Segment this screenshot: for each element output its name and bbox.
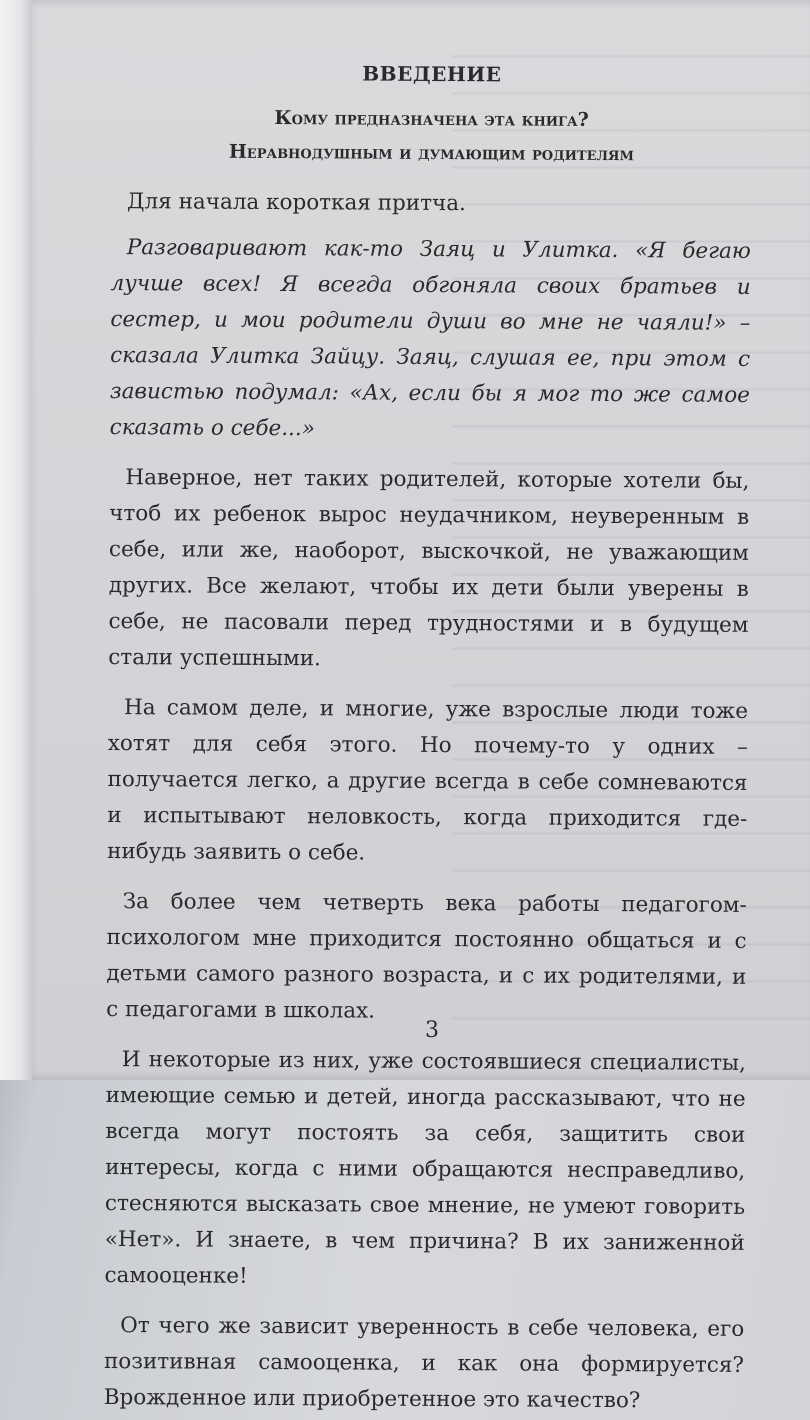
paragraph-experience: За более чем четверть века работы педагогом-психологом мне приходится постоянно общаться и с детьми самого разного возраста, и с их родителями, и с педагогами в школах. — [106, 889, 747, 1024]
left-page-edge — [0, 0, 34, 1080]
page-content — [104, 52, 752, 1420]
paragraph-specialists: И некоторые из них, уже состоявшиеся специалисты, имеющие семью и детей, иногда рассказывают, что не всегда могут постоять за себя, защитить свои интересы, когда с ними обращаются несправедливо, стесняются высказать свое мнение, не умеют говорить «Нет». И знаете, в чем причина? В их заниженной самооценке! — [104, 1047, 746, 1289]
subheading-audience: Неравнодушным и думающим родителям — [228, 140, 634, 166]
paragraph-parable: Разговаривают как-то Заяц и Улитка. «Я бегаю лучше всех! Я всегда обгоняла своих братьев и сестер, и мои родители души во мне не чаяли!» – сказала Улитка Зайцу. Заяц, слушая ее, при этом с завистью подумал: «Ах, если бы я мог то же самое сказать о себе...» — [109, 235, 751, 442]
subheading-question: Кому предназначена эта книга? — [274, 106, 589, 131]
paragraph-intro: Для начала короткая притча. — [127, 189, 467, 217]
chapter-heading: ВВЕДЕНИЕ — [362, 61, 502, 87]
paragraph-adults: На самом деле, и многие, уже взрослые люди тоже хотят для себя этого. Но почему-то у одних – получается легко, а другие всегда в себе сомневаются и испытывают неловкость, когда приходится где-нибудь заявить о себе. — [107, 695, 749, 866]
paragraph-parents: Наверное, нет таких родителей, которые хотели бы, чтоб их ребенок вырос неудачником, неуверенным в себе, или же, наоборот, выскочкой, не уважающим других. Все желают, чтобы их дети были уверены в себе, не пасовали перед трудностями и в будущем стали успешными. — [108, 465, 750, 672]
page-number: 3 — [425, 1018, 439, 1043]
paragraph-question: От чего же зависит уверенность в себе человека, его позитивная самооценка, и как она формируется? Врожденное или приобретенное это качество? — [103, 1313, 745, 1414]
